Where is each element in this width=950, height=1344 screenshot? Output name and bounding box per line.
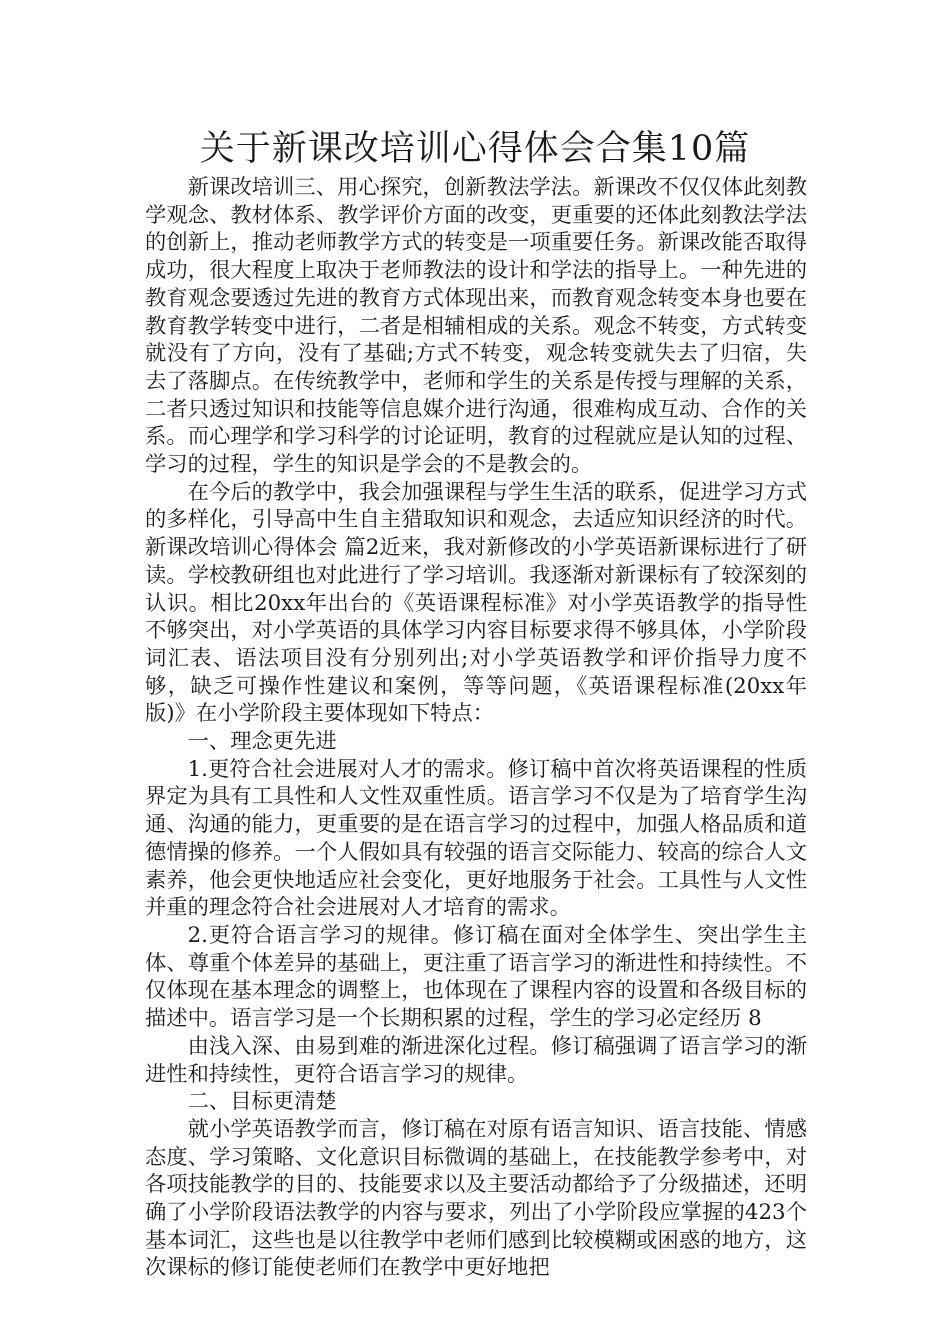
paragraph: 2.更符合语言学习的规律。修订稿在面对全体学生、突出学生主体、尊重个体差异的基础上，更注重了语言学习的渐进性和持续性。不仅体现在基本理念的调整上，也体现在了课程内容的设置和各级目标的描述中。语言学习是一个长期积累的过程，学生的学习必定经历 8 xyxy=(145,922,807,1032)
document-body xyxy=(145,174,807,1282)
document-title: 关于新课改培训心得体会合集10篇 xyxy=(199,129,751,169)
paragraph: 由浅入深、由易到难的渐进深化过程。修订稿强调了语言学习的渐进性和持续性，更符合语言学习的规律。 xyxy=(145,1033,807,1087)
paragraph: 就小学英语教学而言，修订稿在对原有语言知识、语言技能、情感态度、学习策略、文化意识目标微调的基础上，在技能教学参考中，对各项技能教学的目的、技能要求以及主要活动都给予了分级描述，还明确了小学阶段语法教学的内容与要求，列出了小学阶段应掌握的423个基本词汇，这些也是以往教学中老师们感到比较模糊或困惑的地方，这次课标的修订能使老师们在教学中更好地把 xyxy=(145,1116,807,1281)
paragraph: 在今后的教学中，我会加强课程与学生生活的联系，促进学习方式的多样化，引导高中生自主猎取知识和观念，去适应知识经济的时代。新课改培训心得体会 篇2近来，我对新修改的小学英语新课标进行了研读。学校教研组也对此进行了学习培训。我逐渐对新课标有了较深刻的认识。相比20xx年出台的《英语课程标准》对小学英语教学的指导性不够突出，对小学英语的具体学习内容目标要求得不够具体，小学阶段词汇表、语法项目没有分别列出;对小学英语教学和评价指导力度不够，缺乏可操作性建议和案例，等等问题，《英语课程标准(20xx年版)》在小学阶段主要体现如下特点： xyxy=(145,479,807,727)
section-heading: 二、目标更清楚 xyxy=(187,1089,337,1115)
section-heading: 一、理念更先进 xyxy=(187,729,337,755)
paragraph: 1.更符合社会进展对人才的需求。修订稿中首次将英语课程的性质界定为具有工具性和人文性双重性质。语言学习不仅是为了培育学生沟通、沟通的能力，更重要的是在语言学习的过程中，加强人格品质和道德情操的修养。一个人假如具有较强的语言交际能力、较高的综合人文素养，他会更快地适应社会变化，更好地服务于社会。工具性与人文性并重的理念符合社会进展对人才培育的需求。 xyxy=(145,756,807,921)
paragraph: 新课改培训三、用心探究，创新教法学法。新课改不仅仅体此刻教学观念、教材体系、教学评价方面的改变，更重要的还体此刻教法学法的创新上，推动老师教学方式的转变是一项重要任务。新课改能否取得成功，很大程度上取决于老师教法的设计和学法的指导上。一种先进的教育观念要透过先进的教育方式体现出来，而教育观念转变本身也要在教育教学转变中进行，二者是相辅相成的关系。观念不转变，方式转变就没有了方向，没有了基础;方式不转变，观念转变就失去了归宿，失去了落脚点。在传统教学中，老师和学生的关系是传授与理解的关系，二者只透过知识和技能等信息媒介进行沟通，很难构成互动、合作的关系。而心理学和学习科学的讨论证明，教育的过程就应是认知的过程、学习的过程，学生的知识是学会的不是教会的。 xyxy=(145,175,807,478)
